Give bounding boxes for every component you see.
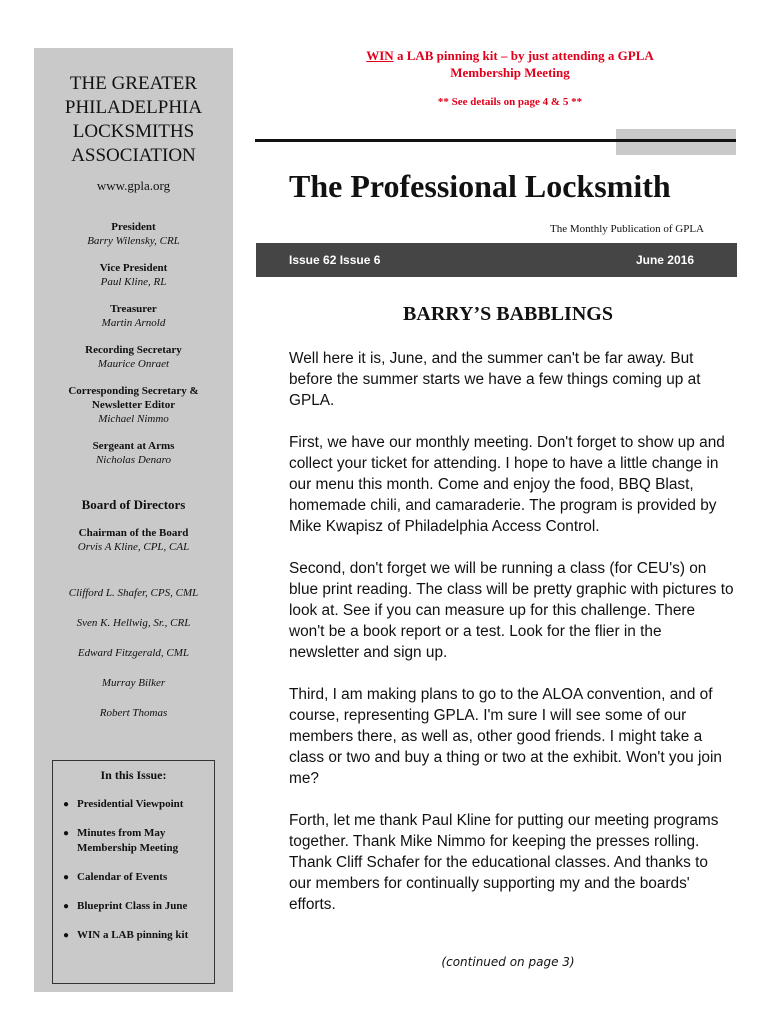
director-name: Robert Thomas xyxy=(99,707,168,719)
promo-banner xyxy=(290,47,730,81)
promo-text: a LAB pinning kit – by just attending a GPLA xyxy=(393,48,654,63)
promo-line-1 xyxy=(290,47,730,64)
officer-title: Treasurer xyxy=(110,303,157,315)
officer-vice-president xyxy=(34,261,233,289)
issue-date: June 2016 xyxy=(635,253,694,267)
officer-title: Newsletter Editor xyxy=(91,399,176,411)
list-item-label: WIN a LAB pinning kit xyxy=(77,929,189,941)
newsletter-title: The Professional Locksmith xyxy=(289,168,671,204)
header-accent-block xyxy=(616,129,736,155)
director-name: Edward Fitzgerald, CML xyxy=(77,647,190,659)
continued-note: (continued on page 3) xyxy=(441,955,575,969)
list-item-label: Presidential Viewpoint xyxy=(77,798,184,810)
org-name-line: ASSOCIATION xyxy=(71,145,196,166)
officer-title: Recording Secretary xyxy=(85,344,182,356)
officer-name: Martin Arnold xyxy=(101,317,166,329)
officers-list xyxy=(34,220,233,480)
org-name-line: THE GREATER xyxy=(69,73,198,94)
in-this-issue-heading: In this Issue: xyxy=(100,768,167,782)
list-item-label: Blueprint Class in June xyxy=(77,900,188,912)
newsletter-subtitle: The Monthly Publication of GPLA xyxy=(550,223,704,235)
website-link[interactable]: www.gpla.org xyxy=(96,178,171,193)
list-item[interactable] xyxy=(63,870,214,885)
org-name-line: PHILADELPHIA xyxy=(64,97,203,118)
officer-name: Paul Kline, RL xyxy=(100,276,167,288)
officer-name: Orvis A Kline, CPL, CAL xyxy=(77,541,190,553)
chairman-of-the-board xyxy=(34,526,233,554)
officer-name: Nicholas Denaro xyxy=(95,454,172,466)
officer-president xyxy=(34,220,233,248)
article-paragraph: First, we have our monthly meeting. Don't forget to show up and collect your ticket for attending. I hope to have a little change in our menu this month. Come and enjoy the food, BBQ Blast, homemade chili, and camaraderie. The program is provided by Mike Kwapisz of Philadelphia Access Control. xyxy=(289,434,725,535)
issue-bar xyxy=(256,243,737,277)
director-name: Sven K. Hellwig, Sr., CRL xyxy=(76,617,191,629)
officer-corresponding-secretary xyxy=(34,384,233,426)
promo-line-2: Membership Meeting xyxy=(450,65,570,80)
article-paragraph: Third, I am making plans to go to the ALOA convention, and of course, representing GPLA. I'm sure I will see some of our members there, as well as, other good friends. I might take a class or two and buy a thing or two at the exhibit. Won't you join me? xyxy=(289,686,722,787)
officer-treasurer xyxy=(34,302,233,330)
article-body xyxy=(289,348,734,936)
sidebar xyxy=(34,48,233,992)
list-item-label: Calendar of Events xyxy=(77,871,168,883)
directors-list xyxy=(34,586,233,736)
list-item[interactable] xyxy=(63,899,214,914)
officer-name: Maurice Onraet xyxy=(97,358,170,370)
article-paragraph: Forth, let me thank Paul Kline for putting our meeting programs together. Thank Mike Nimmo for keeping the presses rolling. Thank Cliff Schafer for the educational classes. And thanks to our members for continually supporting my and the boards' efforts. xyxy=(289,812,719,913)
officer-title: Corresponding Secretary & xyxy=(68,385,199,397)
officer-title: Chairman of the Board xyxy=(78,527,189,539)
officer-name: Barry Wilensky, CRL xyxy=(87,235,180,247)
org-name-line: LOCKSMITHS xyxy=(72,121,195,142)
board-of-directors-heading: Board of Directors xyxy=(81,497,186,512)
officer-title: Sergeant at Arms xyxy=(92,440,175,452)
issue-number: Issue 62 Issue 6 xyxy=(289,253,381,267)
officer-title: Vice President xyxy=(99,262,168,274)
list-item-label: Membership Meeting xyxy=(77,842,179,854)
officer-title: President xyxy=(111,221,156,233)
officer-sergeant-at-arms xyxy=(34,439,233,467)
in-this-issue-box xyxy=(52,760,215,984)
header-divider xyxy=(255,139,736,142)
organization-name xyxy=(34,72,233,168)
list-item[interactable] xyxy=(63,928,214,943)
officer-recording-secretary xyxy=(34,343,233,371)
director-name: Clifford L. Shafer, CPS, CML xyxy=(68,587,199,599)
list-item[interactable] xyxy=(63,826,214,856)
promo-win-link[interactable]: WIN xyxy=(366,48,394,63)
article-heading: BARRY’S BABBLINGS xyxy=(403,303,613,325)
officer-name: Michael Nimmo xyxy=(98,413,169,425)
article-paragraph: Second, don't forget we will be running a class (for CEU's) on blue print reading. The class will be pretty graphic with pictures to look at. See if you can measure up for this challenge. There won't be a book report or a test. Look for the flier in the newsletter and sign up. xyxy=(289,560,734,661)
in-this-issue-list xyxy=(53,797,214,943)
list-item[interactable] xyxy=(63,797,214,812)
bullet-icon: ● xyxy=(63,930,70,941)
bullet-icon: ● xyxy=(63,828,70,839)
list-item-label: Minutes from May xyxy=(77,827,166,839)
promo-details: ** See details on page 4 & 5 ** xyxy=(437,96,583,108)
bullet-icon: ● xyxy=(63,901,70,912)
bullet-icon: ● xyxy=(63,872,70,883)
article-paragraph: Well here it is, June, and the summer can't be far away. But before the summer starts we have a few things coming up at GPLA. xyxy=(289,350,701,409)
bullet-icon: ● xyxy=(63,799,70,810)
director-name: Murray Bilker xyxy=(101,677,166,689)
